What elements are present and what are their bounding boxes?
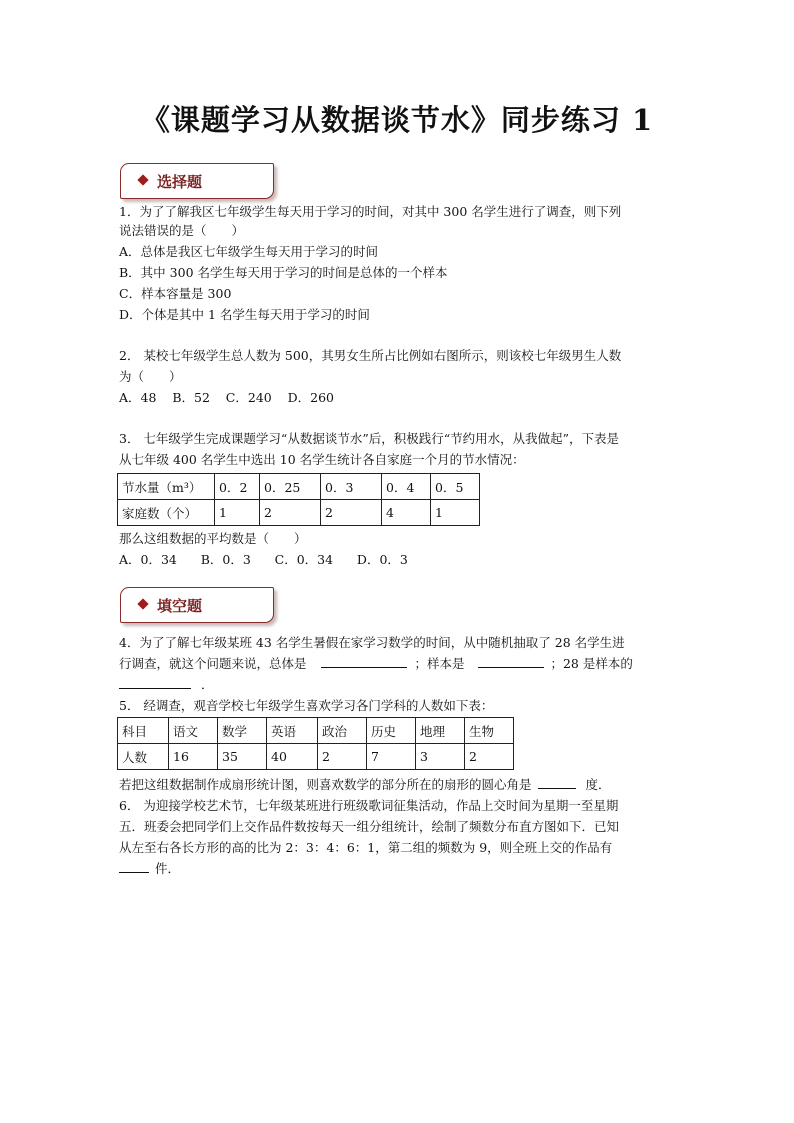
diamond-icon bbox=[137, 174, 148, 185]
q4-text-b: ；样本是 bbox=[414, 656, 465, 671]
table-row bbox=[118, 744, 514, 770]
page-title: 《课题学习从数据谈节水》同步练习 1 bbox=[140, 103, 654, 137]
q6-line2: 五．班委会把同学们上交作品件数按每天一组分组统计，绘制了频数分布直方图如下．已知 bbox=[119, 819, 620, 834]
q4-line2 bbox=[119, 655, 633, 673]
table-cell: 2 bbox=[318, 744, 367, 770]
q1-option-d: D．个体是其中 1 名学生每天用于学习的时间 bbox=[119, 307, 370, 322]
q5-text-a: 若把这组数据制作成扇形统计图，则喜欢数学的部分所在的扇形的圆心角是 bbox=[119, 777, 532, 792]
q2-line2: 为（ ） bbox=[119, 369, 182, 384]
table-cell: 0．3 bbox=[321, 474, 382, 500]
table-cell: 3 bbox=[416, 744, 465, 770]
q3-line2: 从七年级 400 名学生中选出 10 名学生统计各自家庭一个月的节水情况： bbox=[119, 452, 525, 467]
table-cell: 数学 bbox=[218, 718, 267, 744]
q6-text-d: 件． bbox=[154, 861, 180, 876]
table-cell: 7 bbox=[367, 744, 416, 770]
table-cell: 2 bbox=[465, 744, 514, 770]
q6-line3: 从左至右各长方形的高的比为 2：3：4：6：1，第二组的频数为 9，则全班上交的作品有 bbox=[119, 840, 613, 855]
q1-line2: 说法错误的是（ ） bbox=[119, 223, 245, 238]
q5-line2 bbox=[119, 776, 611, 794]
table-cell: 40 bbox=[267, 744, 318, 770]
q1-option-b: B．其中 300 名学生每天用于学习的时间是总体的一个样本 bbox=[119, 265, 448, 280]
table-cell: 语文 bbox=[169, 718, 218, 744]
q4-text-a: 行调查，就这个问题来说，总体是 bbox=[119, 656, 307, 671]
table-cell: 家庭数（个） bbox=[118, 500, 215, 526]
q1-line1: 1．为了了解我区七年级学生每天用于学习的时间，对其中 300 名学生进行了调查，则下列 bbox=[119, 204, 622, 219]
table-cell: 1 bbox=[431, 500, 480, 526]
section-header-fill bbox=[120, 587, 274, 623]
table-cell: 16 bbox=[169, 744, 218, 770]
table-cell: 0．5 bbox=[431, 474, 480, 500]
table-cell: 生物 bbox=[465, 718, 514, 744]
answer-blank[interactable] bbox=[538, 776, 576, 789]
q5-text-b: 度． bbox=[585, 777, 611, 792]
table-cell: 35 bbox=[218, 744, 267, 770]
q1-option-a: A．总体是我区七年级学生每天用于学习的时间 bbox=[119, 244, 379, 259]
q2-options: A．48 B．52 C．240 D．260 bbox=[119, 390, 335, 405]
section-label: 填空题 bbox=[157, 597, 203, 615]
q3-line3: 那么这组数据的平均数是（ ） bbox=[119, 531, 307, 546]
table-row bbox=[118, 500, 480, 526]
q1-option-c: C．样本容量是 300 bbox=[119, 286, 232, 301]
table-cell: 节水量（m³） bbox=[118, 474, 215, 500]
q4-line1: 4．为了了解七年级某班 43 名学生暑假在家学习数学的时间，从中随机抽取了 28 名学生进 bbox=[119, 635, 625, 650]
answer-blank[interactable] bbox=[478, 655, 544, 668]
q3-options: A．0．34 B．0．3 C．0．34 D．0．3 bbox=[119, 552, 408, 567]
table-cell: 0．4 bbox=[382, 474, 431, 500]
table-cell: 科目 bbox=[118, 718, 169, 744]
table-cell: 2 bbox=[260, 500, 321, 526]
table-cell: 政治 bbox=[318, 718, 367, 744]
q2-line1: 2． 某校七年级学生总人数为 500，其男女生所占比例如右图所示，则该校七年级男生人数 bbox=[119, 348, 622, 363]
table-cell: 0．25 bbox=[260, 474, 321, 500]
table-cell: 4 bbox=[382, 500, 431, 526]
q4-line3 bbox=[119, 676, 214, 694]
table-cell: 0．2 bbox=[215, 474, 260, 500]
table-cell: 历史 bbox=[367, 718, 416, 744]
table-row bbox=[118, 718, 514, 744]
table-cell: 地理 bbox=[416, 718, 465, 744]
table-row bbox=[118, 474, 480, 500]
section-label: 选择题 bbox=[157, 173, 203, 191]
answer-blank[interactable] bbox=[119, 676, 191, 689]
table-cell: 1 bbox=[215, 500, 260, 526]
q3-line1: 3． 七年级学生完成课题学习“从数据谈节水”后，积极践行“节约用水，从我做起”，下表是 bbox=[119, 431, 619, 446]
diamond-icon bbox=[137, 598, 148, 609]
q6-line1: 6． 为迎接学校艺术节，七年级某班进行班级歌词征集活动，作品上交时间为星期一至星期 bbox=[119, 798, 619, 813]
water-saving-table bbox=[117, 473, 480, 526]
table-cell: 2 bbox=[321, 500, 382, 526]
q4-text-d: ． bbox=[200, 677, 214, 692]
q5-line1: 5． 经调查，观音学校七年级学生喜欢学习各门学科的人数如下表： bbox=[119, 698, 494, 713]
q4-text-c: ；28 是样本的 bbox=[550, 656, 633, 671]
q6-line4 bbox=[119, 860, 180, 878]
section-header-choice bbox=[120, 163, 274, 199]
answer-blank[interactable] bbox=[321, 655, 407, 668]
table-cell: 英语 bbox=[267, 718, 318, 744]
subject-table bbox=[117, 717, 514, 770]
table-cell: 人数 bbox=[118, 744, 169, 770]
answer-blank[interactable] bbox=[119, 860, 149, 873]
